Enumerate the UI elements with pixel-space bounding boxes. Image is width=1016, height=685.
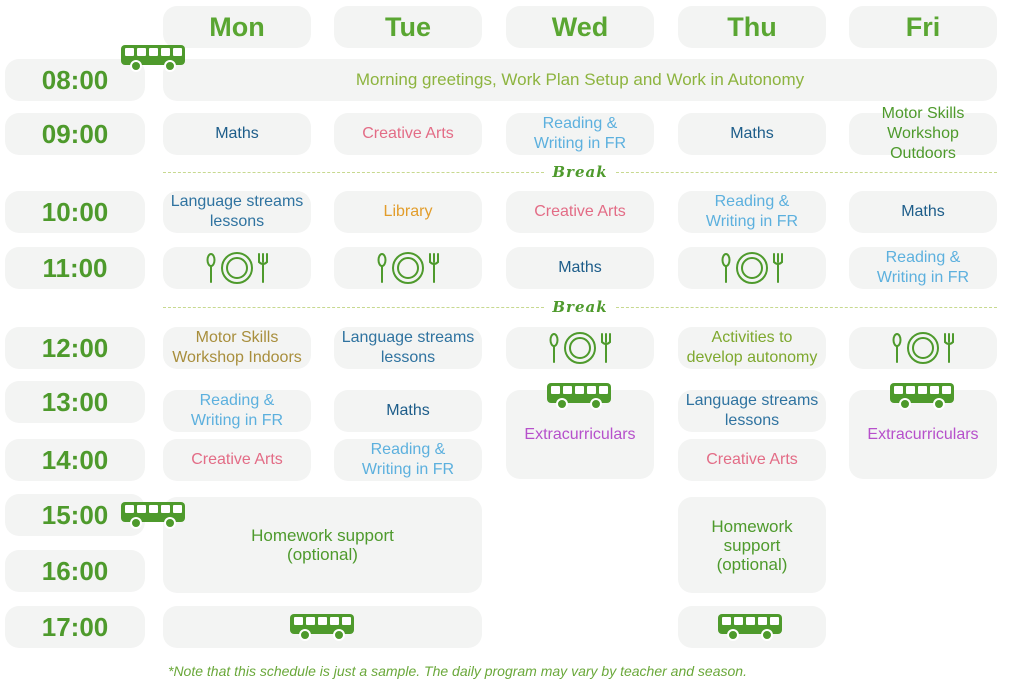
day-header-thu: Thu bbox=[678, 6, 826, 48]
day-header-wed: Wed bbox=[506, 6, 654, 48]
mon-1200-motor-indoors: Motor Skills Workshop Indoors bbox=[163, 327, 311, 369]
bus-icon bbox=[888, 381, 958, 411]
time-1700: 17:00 bbox=[5, 606, 145, 648]
time-1300: 13:00 bbox=[5, 381, 145, 423]
day-header-fri: Fri bbox=[849, 6, 997, 48]
thu-0900-maths: Maths bbox=[678, 113, 826, 155]
day-header-mon: Mon bbox=[163, 6, 311, 48]
fri-1100-reading-writing: Reading & Writing in FR bbox=[849, 247, 997, 289]
time-1100: 11:00 bbox=[5, 247, 145, 289]
morning-block-cell: Morning greetings, Work Plan Setup and Work in Autonomy bbox=[163, 59, 997, 101]
bus-icon bbox=[716, 612, 786, 642]
schedule-footnote: *Note that this schedule is just a sample. The daily program may vary by teacher and season. bbox=[168, 663, 747, 679]
thu-1000-reading-writing: Reading & Writing in FR bbox=[678, 191, 826, 233]
fri-0900-motor-outdoors: Motor Skills Workshop Outdoors bbox=[849, 113, 997, 155]
time-0800: 08:00 bbox=[5, 59, 145, 101]
time-1500: 15:00 bbox=[5, 494, 145, 536]
thu-1300-language-streams: Language streams lessons bbox=[678, 390, 826, 432]
break-label: Break bbox=[552, 298, 608, 316]
thu-1100-lunch bbox=[678, 247, 826, 289]
tue-1100-lunch bbox=[334, 247, 482, 289]
mon-1400-creative-arts: Creative Arts bbox=[163, 439, 311, 481]
fri-1300-extracurriculars: Extracurriculars bbox=[849, 390, 997, 479]
break-divider-morning bbox=[163, 165, 997, 179]
fri-1200-lunch bbox=[849, 327, 997, 369]
time-0900: 09:00 bbox=[5, 113, 145, 155]
lunch-icon bbox=[374, 251, 442, 285]
wed-1300-extracurriculars: Extracurriculars bbox=[506, 390, 654, 479]
bus-icon bbox=[119, 43, 189, 73]
mon-1100-lunch bbox=[163, 247, 311, 289]
lunch-icon bbox=[889, 331, 957, 365]
mon-0900-maths: Maths bbox=[163, 113, 311, 155]
time-1400: 14:00 bbox=[5, 439, 145, 481]
thu-homework-support: Homework support (optional) bbox=[678, 497, 826, 593]
break-divider-midday bbox=[163, 300, 997, 314]
time-1000: 10:00 bbox=[5, 191, 145, 233]
time-1200: 12:00 bbox=[5, 327, 145, 369]
break-label: Break bbox=[552, 163, 608, 181]
tue-1000-library: Library bbox=[334, 191, 482, 233]
wed-1000-creative-arts: Creative Arts bbox=[506, 191, 654, 233]
bus-icon bbox=[545, 381, 615, 411]
mon-1000-language-streams: Language streams lessons bbox=[163, 191, 311, 233]
day-header-tue: Tue bbox=[334, 6, 482, 48]
tue-1300-maths: Maths bbox=[334, 390, 482, 432]
time-1600: 16:00 bbox=[5, 550, 145, 592]
tue-1400-reading-writing: Reading & Writing in FR bbox=[334, 439, 482, 481]
thu-1400-creative-arts: Creative Arts bbox=[678, 439, 826, 481]
lunch-icon bbox=[718, 251, 786, 285]
bus-icon bbox=[288, 612, 358, 642]
tue-0900-creative-arts: Creative Arts bbox=[334, 113, 482, 155]
tue-1200-language-streams: Language streams lessons bbox=[334, 327, 482, 369]
mon-1300-reading-writing: Reading & Writing in FR bbox=[163, 390, 311, 432]
wed-0900-reading-writing: Reading & Writing in FR bbox=[506, 113, 654, 155]
fri-1000-maths: Maths bbox=[849, 191, 997, 233]
wed-1200-lunch bbox=[506, 327, 654, 369]
wed-1100-maths: Maths bbox=[506, 247, 654, 289]
lunch-icon bbox=[203, 251, 271, 285]
bus-icon bbox=[119, 500, 189, 530]
mon-tue-homework-support: Homework support (optional) bbox=[163, 497, 482, 593]
lunch-icon bbox=[546, 331, 614, 365]
thu-1200-activities-autonomy: Activities to develop autonomy bbox=[678, 327, 826, 369]
